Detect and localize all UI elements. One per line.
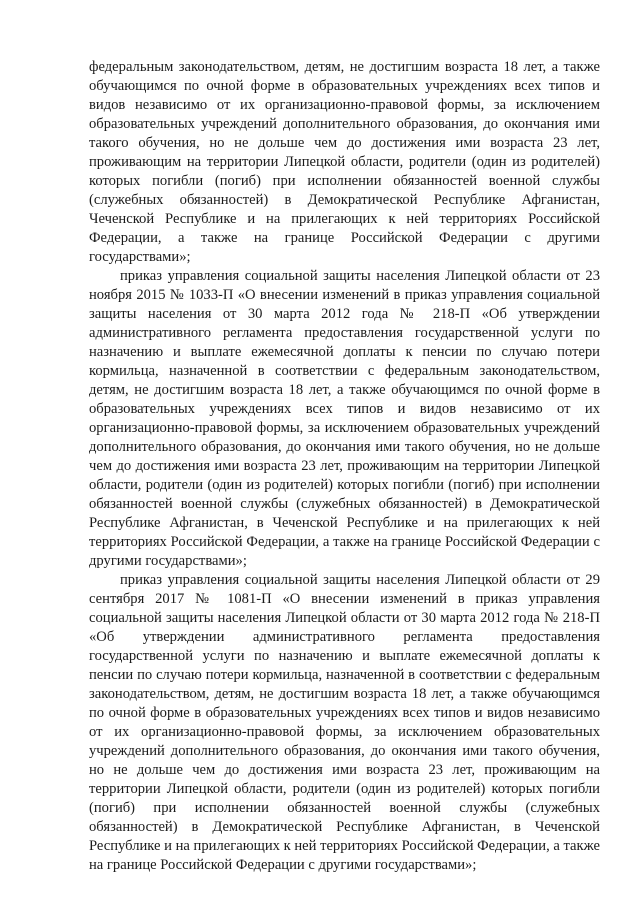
- document-page: [89, 58, 600, 875]
- paragraph-order-2017: приказ управления социальной защиты населения Липецкой области от 29 сентября 2017 № 1081-П «О внесении изменений в приказ управления социальной защиты населения Липецкой области от 30 марта 2012 года № 218-П «Об утверждении административного регламента предоставления государственной услуги по назначению и выплате ежемесячной доплаты к пенсии по случаю потери кормильца, назначенной в соответствии с федеральным законодательством, детям, не достигшим возраста 18 лет, а также обучающимся по очной форме в образовательных учреждениях всех типов и видов независимо от их организационно-правовой формы, за исключением образовательных учреждений дополнительного образования, до окончания ими такого обучения, но не дольше чем до достижения ими возраста 23 лет, проживающим на территории Липецкой области, родители (один из родителей) которых погибли (погиб) при исполнении обязанностей военной службы (служебных обязанностей) в Демократической Республике Афганистан, в Чеченской Республике и на прилегающих к ней территориях Российской Федерации, а также на границе Российской Федерации с другими государствами»;: [89, 572, 600, 873]
- paragraph-order-2015: приказ управления социальной защиты населения Липецкой области от 23 ноября 2015 № 1033-П «О внесении изменений в приказ управления социальной защиты населения от 30 марта 2012 года № 218-П «Об утверждении административного регламента предоставления государственной услуги по назначению и выплате ежемесячной доплаты к пенсии по случаю потери кормильца, назначенной в соответствии с федеральным законодательством, детям, не достигшим возраста 18 лет, а также обучающимся по очной форме в образовательных учреждениях всех типов и видов независимо от их организационно-правовой формы, за исключением образовательных учреждений дополнительного образования, до окончания ими такого обучения, но не дольше чем до достижения ими возраста 23 лет, проживающим на территории Липецкой области, родители (один из родителей) которых погибли (погиб) при исполнении обязанностей военной службы (служебных обязанностей) в Демократической Республике Афганистан, в Чеченской Республике и на прилегающих к ней территориях Российской Федерации, а также на границе Российской Федерации с другими государствами»;: [89, 268, 600, 569]
- paragraph-continuation: федеральным законодательством, детям, не достигшим возраста 18 лет, а также обучающимся по очной форме в образовательных учреждениях всех типов и видов независимо от их организационно-правовой формы, за исключением образовательных учреждений дополнительного образования, до окончания ими такого обучения, но не дольше чем до достижения ими возраста 23 лет, проживающим на территории Липецкой области, родители (один из родителей) которых погибли (погиб) при исполнении обязанностей военной службы (служебных обязанностей) в Демократической Республике Афганистан, Чеченской Республике и на прилегающих к ней территориях Российской Федерации, а также на границе Российской Федерации с другими государствами»;: [89, 59, 600, 265]
